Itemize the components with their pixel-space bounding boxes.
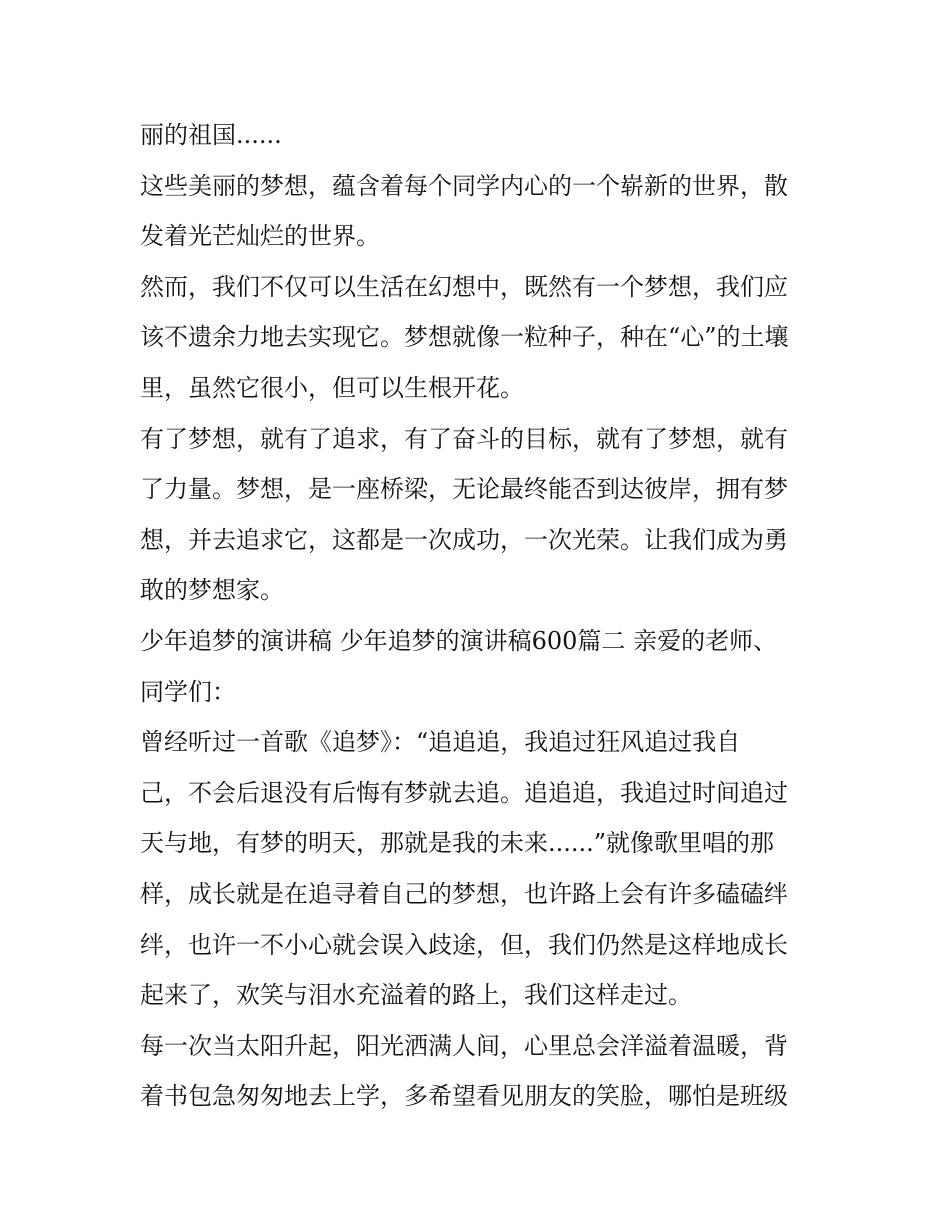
- text-line: 天与地，有梦的明天，那就是我的未来......”就像歌里唱的那: [140, 829, 775, 858]
- text-line: 起来了，欢笑与泪水充溢着的路上，我们这样走过。: [140, 981, 692, 1010]
- text-line: 样，成长就是在追寻着自己的梦想，也许路上会有许多磕磕绊: [140, 879, 788, 908]
- text-line: 想，并去追求它，这都是一次成功，一次光荣。让我们成为勇: [140, 525, 788, 554]
- text-line: 丽的祖国......: [140, 121, 282, 149]
- text-line: 同学们：: [140, 677, 236, 706]
- text-line: 敢的梦想家。: [140, 576, 284, 605]
- text-line: 了力量。梦想，是一座桥梁，无论最终能否到达彼岸，拥有梦: [140, 475, 788, 504]
- body-text: [140, 110, 820, 1122]
- text-line: 每一次当太阳升起，阳光洒满人间，心里总会洋溢着温暖，背: [140, 1031, 788, 1060]
- text-line: 有了梦想，就有了追求，有了奋斗的目标，就有了梦想，就有: [140, 424, 788, 453]
- text-line: 少年追梦的演讲稿 少年追梦的演讲稿600篇二 亲爱的老师、: [140, 626, 778, 655]
- text-line: 着书包急匆匆地去上学，多希望看见朋友的笑脸，哪怕是班级: [140, 1082, 788, 1111]
- text-line: 然而，我们不仅可以生活在幻想中，既然有一个梦想，我们应: [140, 272, 788, 301]
- text-line: 绊，也许一不小心就会误入歧途，但，我们仍然是这样地成长: [140, 930, 788, 959]
- text-line: 曾经听过一首歌《追梦》：“追追追，我追过狂风追过我自: [140, 728, 741, 757]
- text-line: 己，不会后退没有后悔有梦就去追。追追追，我追过时间追过: [140, 778, 788, 807]
- text-line: 该不遗余力地去实现它。梦想就像一粒种子，种在“心”的土壤: [140, 323, 789, 352]
- text-line: 这些美丽的梦想，蕴含着每个同学内心的一个崭新的世界，散: [140, 171, 788, 200]
- text-line: 里，虽然它很小，但可以生根开花。: [140, 373, 524, 402]
- text-line: 发着光芒灿烂的世界。: [140, 222, 380, 251]
